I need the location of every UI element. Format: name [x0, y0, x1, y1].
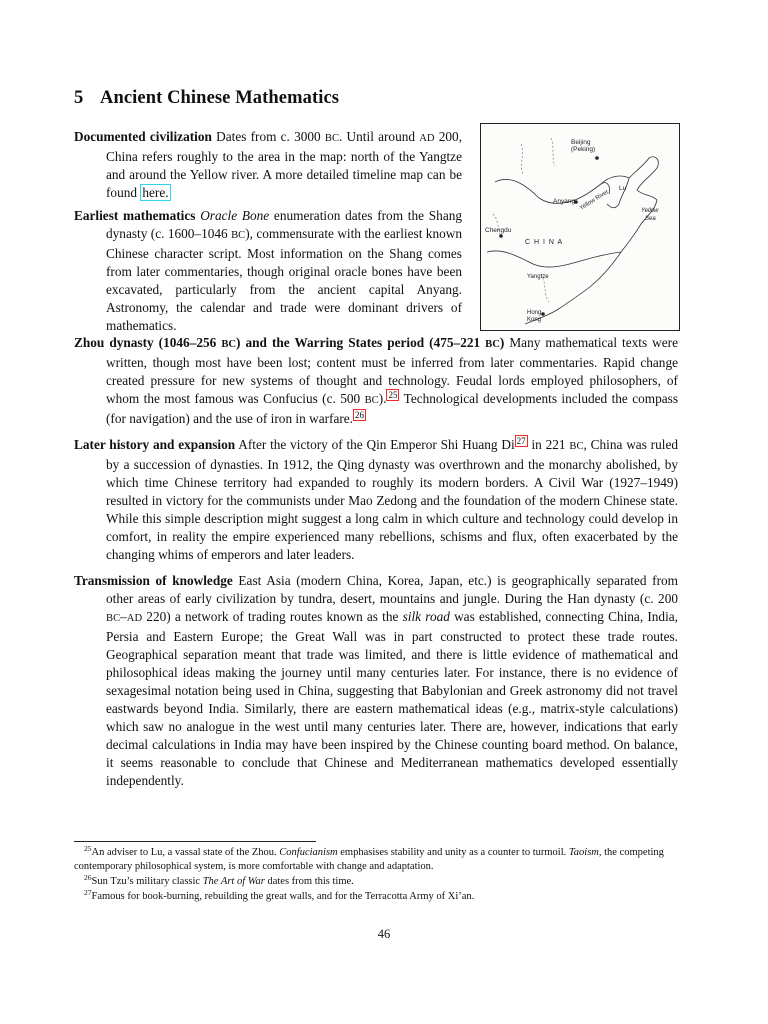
page-number: 46 — [377, 927, 391, 941]
yangtze-line — [487, 251, 621, 267]
section-heading — [74, 88, 339, 109]
entry-term: Transmission of knowledge — [74, 573, 233, 588]
hong-kong-dot — [541, 312, 545, 316]
map-label-hong-kong-2: Kong — [527, 317, 542, 323]
footnote-ref-27[interactable]: 27 — [516, 436, 526, 446]
main-body — [74, 334, 678, 795]
section-title: Ancient Chinese Mathematics — [100, 88, 340, 108]
entry-term: Documented civilization — [74, 129, 212, 144]
map-label-hong-kong-1: Hong — [527, 310, 542, 316]
chengdu-dot — [499, 234, 503, 238]
map-label-beijing: Beijing — [571, 139, 591, 146]
entry-term: Zhou dynasty (1046–256 BC) and the Warring States period (475–221 BC) — [74, 335, 505, 350]
bohai-coast — [607, 178, 629, 208]
footnote-rule — [74, 841, 316, 842]
beijing-dot — [595, 156, 599, 160]
footnote-25: $^{25}$An adviser to Lu, a vassal state of the Zhou. Confucianism emphasises stability and unity as a counter to turmoil. Taoism, the competing contemporary philosophical system, is more comfortable with change and adaptation. — [74, 844, 664, 872]
map-label-china: C H I N A — [525, 239, 564, 246]
entry-transmission-of-knowledge: Transmission of knowledge East Asia (modern China, Korea, Japan, etc.) is geographically separated from other areas of early civilization by tundra, desert, mountains and jungle. During the Han dynasty (c. 200 BC–AD 220) a network of trading routes known as the silk road was established, connecting China, India, Persia and Eastern Europe; the Great Wall was in part constructed to protect these trade routes. Geographical separation meant that trade was limited, and there is little evidence of mathematical and philosophical ideas making the journey until many centuries later. For instance, there is no evidence of sexagesimal notation being used in China, suggesting that Babylonian and Greek astronomy did not travel eastwards beyond India. Similarly, there are eastern mathematical ideas (e.g., matrix-style calculations) which saw no analogue in the west until many centuries later. There are, however, indications that early decimal calculations in India may have been inspired by the Chinese counting board method. On balance, it seems reasonable to conclude that Chinese and Mediterranean mathematics developed essentially independently. — [74, 573, 678, 788]
map-label-lu: Lu — [619, 185, 627, 192]
map-label-peking: (Peking) — [571, 146, 596, 153]
entry-later-history: Later history and expansion After the victory of the Qin Emperor Shi Huang Di $^{27}$ in 221 BC, China was ruled by a succession of dynasties. In 1912, the Qing dynasty was overthrown and the monarchy abolished, by which time Chinese territory had expanded to roughly its modern borders. A Civil War (1927–1949) resulted in victory for the communists under Mao Zedong and the foundation of the modern Chinese state. While this simple description might suggest a long calm in which culture and technology could develop in comfort, in reality the empire experienced many rebellions, schisms and flux, often exacerbated by the changing whims of emperors and later leaders. — [74, 436, 679, 562]
china-map-drawing — [481, 124, 679, 330]
entry-zhou-dynasty: Zhou dynasty (1046–256 BC) and the Warring States period (475–221 BC) Many mathematical texts were written, though most have been lost; content must be inferred from later commentaries. Rapid change created pressure for new systems of thought and technology. Feudal lords employed philosophers, of whom the most famous was Confucius (c. 500 BC). $^{25}$ Technological developments included the compass (for navigation) and the use of iron in warfare. $^{26}$ — [74, 335, 679, 426]
map-label-yellow-river: Yellow River — [578, 189, 610, 212]
footnote-26: $^{26}$Sun Tzu’s military classic The Art of War dates from this time. — [84, 873, 354, 887]
footnote-ref-26[interactable]: 26 — [355, 410, 365, 420]
entry-term: Earliest mathematics — [74, 208, 196, 223]
section-number: 5 — [74, 88, 84, 108]
china-map — [480, 123, 680, 331]
map-label-anyang: Anyang — [553, 198, 576, 205]
entry-earliest-mathematics: Earliest mathematics Oracle Bone enumeration dates from the Shang dynasty (c. 1600–1046 BC), commensurate with the earliest known Chinese character script. Most information on the Shang comes from later commentaries, though original oracle bones have been excavated, particularly from the ancient capital Anyang. Astronomy, the calendar and trade were dominant drivers of mathematics. — [74, 208, 463, 333]
entry-term: Later history and expansion — [74, 437, 236, 452]
map-label-yellow-sea-2: Sea — [645, 216, 656, 222]
footnotes — [74, 846, 678, 905]
footnote-27: $^{27}$Famous for book-burning, rebuilding the great walls, and for the Terracotta Army of Xi’an. — [84, 888, 475, 902]
map-label-chengdu: Chengdu — [485, 227, 512, 234]
entry-documented-civilization: Documented civilization Dates from c. 3000 BC. Until around AD 200, China refers roughly to the area in the map: north of the Yangtze and around the Yellow river. A more detailed timeline map can be found here. — [74, 129, 463, 200]
map-label-yellow-sea-1: Yellow — [641, 208, 659, 214]
timeline-map-link[interactable]: here. — [142, 185, 169, 200]
top-column — [74, 128, 462, 340]
map-label-yangtze: Yangtze — [527, 274, 549, 280]
footnote-ref-25[interactable]: 25 — [388, 390, 398, 400]
